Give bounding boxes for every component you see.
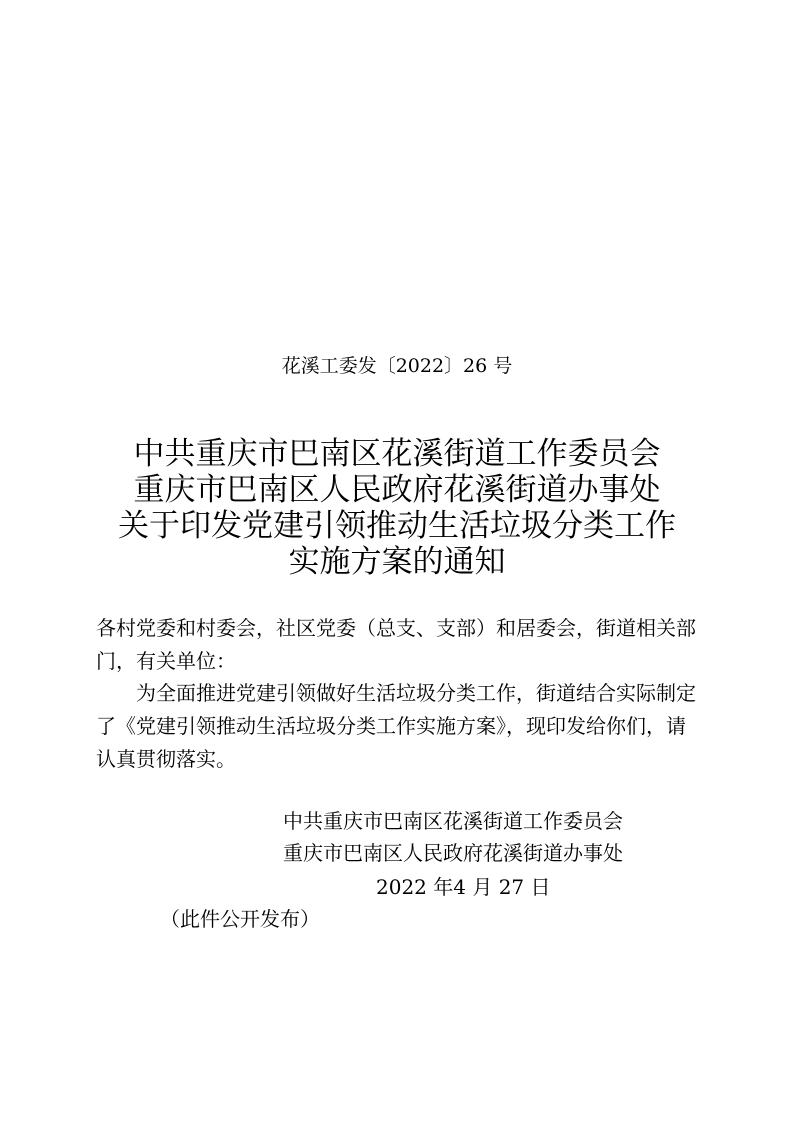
document-title bbox=[0, 436, 794, 580]
title-line-1: 中共重庆市巴南区花溪街道工作委员会 bbox=[133, 436, 661, 472]
signature-org-2: 重庆市巴南区人民政府花溪街道办事处 bbox=[283, 841, 623, 865]
title-line-4: 实施方案的通知 bbox=[288, 544, 506, 580]
title-line-3: 关于印发党建引领推动生活垃圾分类工作 bbox=[118, 508, 676, 544]
signature-org-1: 中共重庆市巴南区花溪街道工作委员会 bbox=[283, 809, 623, 833]
body-paragraph: 为全面推进党建引领做好生活垃圾分类工作，街道结合实际制定了《党建引领推动生活垃圾分类工作实施方案》，现印发给你们，请认真贯彻落实。 bbox=[96, 681, 696, 771]
document-number: 花溪工委发〔2022〕26 号 bbox=[281, 355, 513, 377]
recipients: 各村党委和村委会，社区党委（总支、支部）和居委会，街道相关部门，有关单位： bbox=[96, 616, 696, 673]
signature-date: 2022 年4 月 27 日 bbox=[376, 875, 551, 899]
publication-note: （此件公开发布） bbox=[160, 907, 320, 931]
title-line-2: 重庆市巴南区人民政府花溪街道办事处 bbox=[133, 472, 661, 508]
